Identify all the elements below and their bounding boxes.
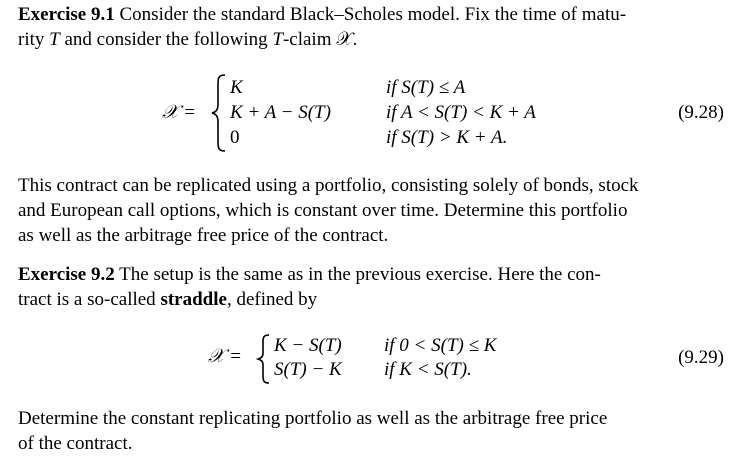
exercise-9-2-heading: Exercise 9.2 — [18, 264, 115, 285]
case-condition: if S(T) > K + A. — [386, 127, 508, 148]
exercise-9-2-follow-line2: of the contract. — [18, 433, 133, 454]
text-fragment: and consider the following — [59, 29, 273, 50]
exercise-9-1-line1 — [18, 2, 724, 27]
exercise-9-1-text: Consider the standard Black–Scholes model. Fix the time of matu- — [119, 4, 627, 25]
exercise-9-1-follow-line2: and European call options, which is constant over time. Determine this portfolio — [18, 200, 628, 221]
text-fragment: rity — [18, 29, 50, 50]
term-straddle: straddle — [160, 289, 227, 310]
case-value: K — [230, 77, 243, 98]
math-X: 𝒳 — [336, 29, 353, 50]
case-condition: if K < S(T). — [384, 359, 472, 380]
equation-lhs: 𝒳 = — [162, 102, 196, 123]
exercise-9-1-line2 — [18, 27, 724, 52]
exercise-9-2-line1 — [18, 262, 724, 287]
exercise-9-1-heading: Exercise 9.1 — [18, 4, 115, 25]
text-fragment: -claim — [282, 29, 337, 50]
exercise-9-1-follow-line1: This contract can be replicated using a portfolio, consisting solely of bonds, stock — [18, 175, 639, 196]
left-brace-icon — [210, 74, 228, 152]
case-value: K + A − S(T) — [230, 102, 331, 123]
case-value: K − S(T) — [274, 335, 342, 356]
text-fragment: . — [352, 29, 358, 50]
case-value: 0 — [230, 127, 240, 148]
equation-number: (9.28) — [678, 102, 724, 123]
exercise-9-2-follow-line1: Determine the constant replicating portfolio as well as the arbitrage free price — [18, 408, 608, 429]
exercise-9-2-text: The setup is the same as in the previous exercise. Here the con- — [119, 264, 601, 285]
equation-number: (9.29) — [678, 347, 724, 368]
left-brace-icon — [256, 334, 272, 384]
equation-lhs: 𝒳 = — [208, 346, 242, 367]
text-fragment: tract is a so-called — [18, 289, 161, 310]
case-condition: if 0 < S(T) ≤ K — [384, 335, 497, 356]
case-value: S(T) − K — [274, 359, 342, 380]
case-condition: if A < S(T) < K + A — [386, 102, 536, 123]
exercise-9-1-follow-line3: as well as the arbitrage free price of the contract. — [18, 225, 389, 246]
case-condition: if S(T) ≤ A — [386, 77, 466, 98]
exercise-9-2-line2 — [18, 287, 724, 312]
text-fragment: , defined by — [226, 289, 318, 310]
math-T: T — [49, 29, 60, 50]
math-T: T — [272, 29, 283, 50]
